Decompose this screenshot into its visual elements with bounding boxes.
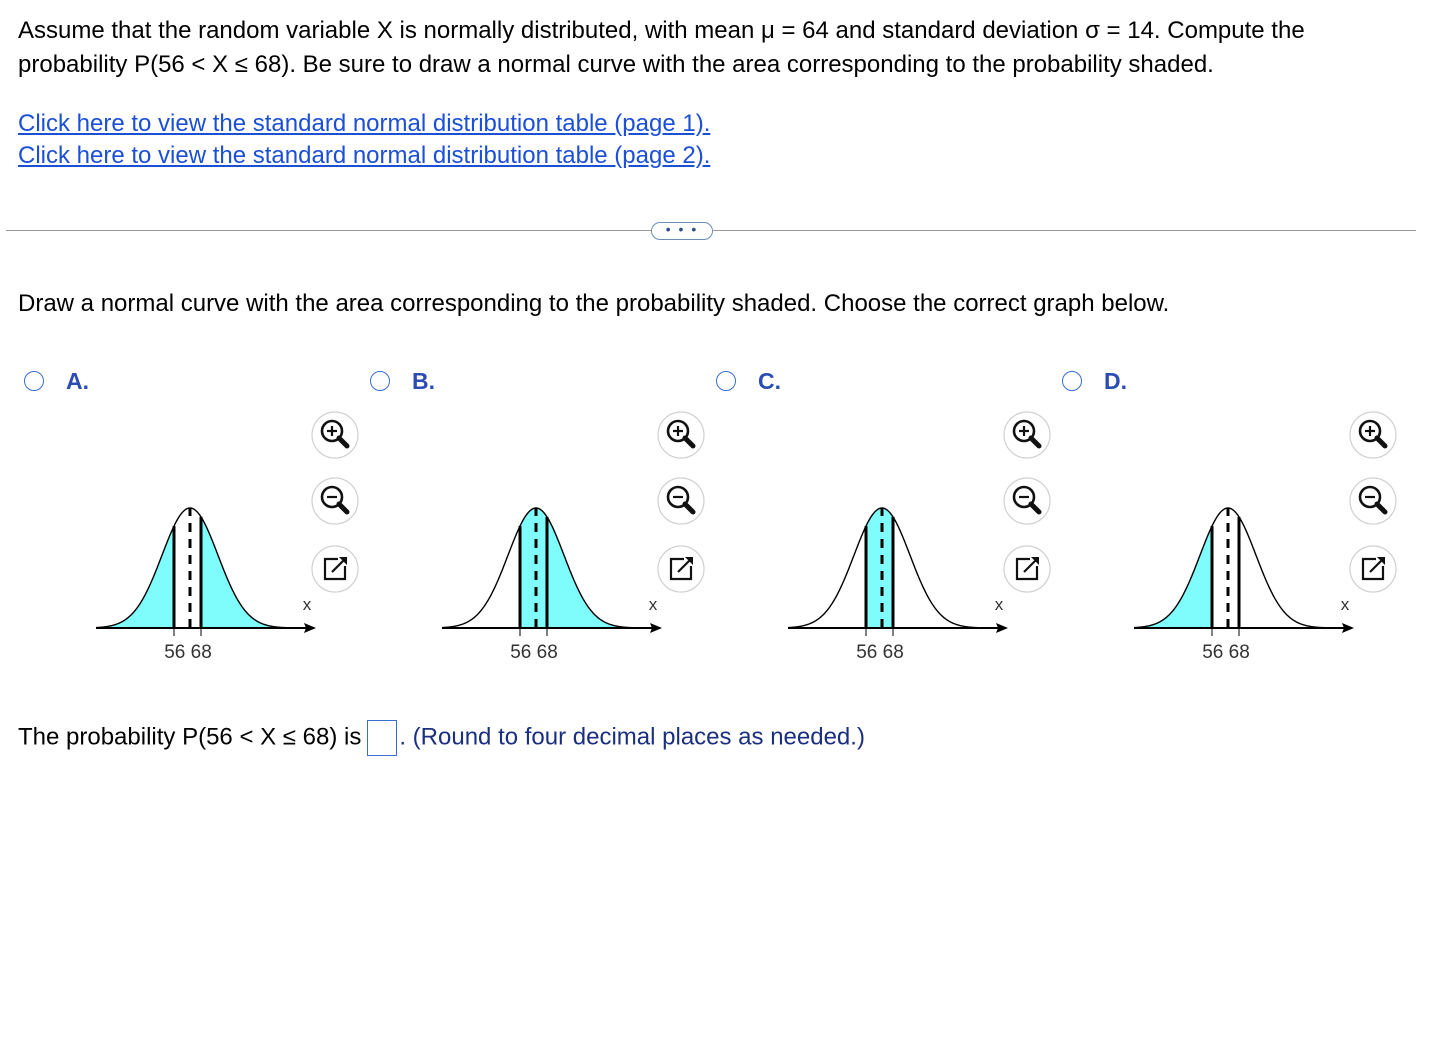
- open-new-window-icon[interactable]: [656, 544, 706, 594]
- zoom-out-icon[interactable]: [310, 476, 360, 526]
- option-a: [24, 368, 369, 668]
- option-d: [1062, 368, 1407, 668]
- option-b-normal-curve-graph: [416, 486, 656, 666]
- option-c: [716, 368, 1061, 668]
- option-c-radio[interactable]: [716, 371, 736, 391]
- axis-label-x: x: [648, 595, 658, 614]
- axis-label-x: x: [302, 595, 312, 614]
- shaded-area: [520, 508, 640, 628]
- zoom-in-icon[interactable]: [310, 410, 360, 460]
- probability-answer-input[interactable]: [367, 720, 397, 756]
- tick-labels: 56 68: [510, 642, 558, 663]
- shaded-area: [866, 508, 893, 628]
- option-d-radio[interactable]: [1062, 371, 1082, 391]
- zoom-out-icon[interactable]: [1348, 476, 1398, 526]
- option-d-normal-curve-graph: [1108, 486, 1348, 666]
- open-new-window-icon[interactable]: [1002, 544, 1052, 594]
- zoom-in-icon[interactable]: [656, 410, 706, 460]
- option-b-letter: B.: [412, 368, 435, 394]
- option-a-radio[interactable]: [24, 371, 44, 391]
- shaded-area: [1134, 526, 1212, 628]
- option-b-radio[interactable]: [370, 371, 390, 391]
- axis-label-x: x: [994, 595, 1004, 614]
- tick-labels: 56 68: [1202, 642, 1250, 663]
- zoom-in-icon[interactable]: [1348, 410, 1398, 460]
- normal-curve: [96, 508, 294, 628]
- tick-labels: 56 68: [164, 642, 212, 663]
- shaded-area: [201, 517, 294, 628]
- table-link-page-1[interactable]: Click here to view the standard normal distribution table (page 1).: [18, 110, 711, 137]
- axis-label-x: x: [1340, 595, 1350, 614]
- answer-line: [18, 720, 865, 756]
- answer-hint: . (Round to four decimal places as needed.): [399, 723, 865, 751]
- table-link-page-2[interactable]: Click here to view the standard normal distribution table (page 2).: [18, 142, 711, 169]
- expand-more-button[interactable]: • • •: [651, 222, 713, 240]
- option-c-letter: C.: [758, 368, 781, 394]
- option-c-normal-curve-graph: [762, 486, 1002, 666]
- zoom-in-icon[interactable]: [1002, 410, 1052, 460]
- tick-labels: 56 68: [856, 642, 904, 663]
- open-new-window-icon[interactable]: [1348, 544, 1398, 594]
- zoom-out-icon[interactable]: [656, 476, 706, 526]
- option-d-letter: D.: [1104, 368, 1127, 394]
- option-b: [370, 368, 715, 668]
- option-a-letter: A.: [66, 368, 89, 394]
- normal-curve: [1134, 508, 1332, 628]
- open-new-window-icon[interactable]: [310, 544, 360, 594]
- zoom-out-icon[interactable]: [1002, 476, 1052, 526]
- question-text: Assume that the random variable X is normally distributed, with mean μ = 64 and standard deviation σ = 14. Compute the probability P(56 < X ≤ 68). Be sure to draw a normal curve with the area corresponding to the probability shaded.: [18, 17, 1305, 78]
- instruction-text: Draw a normal curve with the area corresponding to the probability shaded. Choose the correct graph below.: [18, 290, 1170, 317]
- answer-prefix: The probability P(56 < X ≤ 68) is: [18, 723, 362, 751]
- option-a-normal-curve-graph: [70, 486, 310, 666]
- shaded-area: [96, 526, 174, 628]
